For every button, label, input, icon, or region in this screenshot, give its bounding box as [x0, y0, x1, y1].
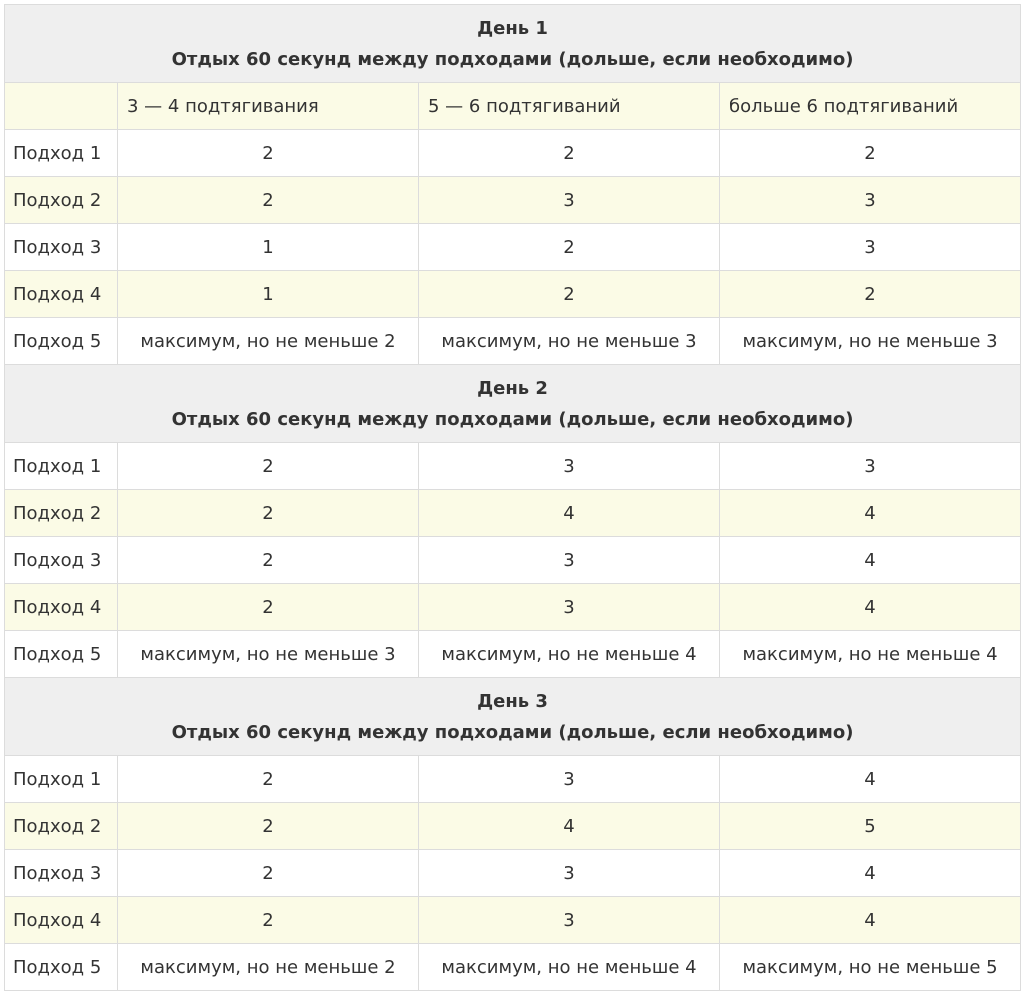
table-row	[5, 944, 1021, 991]
set-label: Подход 1	[5, 130, 118, 177]
table-row	[5, 897, 1021, 944]
set-label: Подход 3	[5, 537, 118, 584]
set-label: Подход 4	[5, 584, 118, 631]
table-cell: 4	[419, 803, 720, 850]
table-row	[5, 271, 1021, 318]
table-cell: 3	[419, 584, 720, 631]
table-body	[5, 5, 1021, 991]
table-cell: максимум, но не меньше 5	[720, 944, 1021, 991]
set-label: Подход 2	[5, 803, 118, 850]
table-cell: 3	[419, 897, 720, 944]
table-cell: 5	[720, 803, 1021, 850]
table-cell: 1	[118, 271, 419, 318]
day-header-cell	[5, 678, 1021, 756]
set-label: Подход 4	[5, 897, 118, 944]
table-cell: 4	[720, 584, 1021, 631]
set-label: Подход 3	[5, 850, 118, 897]
day-title: День 1	[477, 17, 548, 39]
table-cell: 2	[419, 271, 720, 318]
table-cell: 3	[419, 177, 720, 224]
table-cell: 4	[419, 490, 720, 537]
table-cell: 4	[720, 897, 1021, 944]
set-label: Подход 1	[5, 756, 118, 803]
column-header-1: 3 — 4 подтягивания	[118, 83, 419, 130]
set-label: Подход 4	[5, 271, 118, 318]
column-header-3: больше 6 подтягиваний	[720, 83, 1021, 130]
table-cell: 2	[118, 490, 419, 537]
table-cell: 2	[118, 756, 419, 803]
table-cell: максимум, но не меньше 2	[118, 318, 419, 365]
table-cell: 2	[720, 271, 1021, 318]
table-cell: максимум, но не меньше 3	[419, 318, 720, 365]
table-cell: 2	[118, 897, 419, 944]
set-label: Подход 1	[5, 443, 118, 490]
table-cell: максимум, но не меньше 2	[118, 944, 419, 991]
table-cell: 2	[118, 803, 419, 850]
column-header-2: 5 — 6 подтягиваний	[419, 83, 720, 130]
table-cell: 2	[118, 850, 419, 897]
table-cell: 2	[118, 443, 419, 490]
table-row	[5, 537, 1021, 584]
table-cell: 2	[118, 177, 419, 224]
set-label: Подход 3	[5, 224, 118, 271]
table-cell: максимум, но не меньше 3	[720, 318, 1021, 365]
table-row	[5, 490, 1021, 537]
table-cell: максимум, но не меньше 4	[720, 631, 1021, 678]
set-label: Подход 2	[5, 490, 118, 537]
table-row	[5, 584, 1021, 631]
table-cell: 3	[419, 756, 720, 803]
table-cell: 3	[720, 177, 1021, 224]
day-title: День 2	[477, 377, 548, 399]
table-cell: 2	[720, 130, 1021, 177]
workout-table	[4, 4, 1021, 991]
day-title: День 3	[477, 690, 548, 712]
table-cell: 3	[419, 537, 720, 584]
table-cell: максимум, но не меньше 4	[419, 944, 720, 991]
table-cell: 2	[118, 584, 419, 631]
table-row	[5, 130, 1021, 177]
set-label: Подход 5	[5, 318, 118, 365]
day-header-cell	[5, 5, 1021, 83]
set-label: Подход 5	[5, 944, 118, 991]
column-header-0	[5, 83, 118, 130]
table-row	[5, 224, 1021, 271]
table-cell: максимум, но не меньше 3	[118, 631, 419, 678]
table-row	[5, 850, 1021, 897]
rest-note: Отдых 60 секунд между подходами (дольше, если необходимо)	[171, 48, 854, 70]
table-cell: максимум, но не меньше 4	[419, 631, 720, 678]
table-row	[5, 803, 1021, 850]
table-cell: 3	[419, 850, 720, 897]
column-header-row	[5, 83, 1021, 130]
day-header-row	[5, 5, 1021, 83]
table-cell: 2	[118, 537, 419, 584]
table-cell: 2	[118, 130, 419, 177]
table-row	[5, 318, 1021, 365]
table-row	[5, 443, 1021, 490]
table-cell: 2	[419, 130, 720, 177]
table-cell: 3	[720, 443, 1021, 490]
table-cell: 4	[720, 490, 1021, 537]
day-header-row	[5, 365, 1021, 443]
rest-note: Отдых 60 секунд между подходами (дольше, если необходимо)	[171, 408, 854, 430]
table-cell: 3	[720, 224, 1021, 271]
table-row	[5, 756, 1021, 803]
table-cell: 2	[419, 224, 720, 271]
table-cell: 3	[419, 443, 720, 490]
day-header-row	[5, 678, 1021, 756]
set-label: Подход 2	[5, 177, 118, 224]
table-cell: 4	[720, 850, 1021, 897]
table-row	[5, 631, 1021, 678]
table-row	[5, 177, 1021, 224]
table-cell: 4	[720, 756, 1021, 803]
set-label: Подход 5	[5, 631, 118, 678]
rest-note: Отдых 60 секунд между подходами (дольше, если необходимо)	[171, 721, 854, 743]
table-cell: 4	[720, 537, 1021, 584]
day-header-cell	[5, 365, 1021, 443]
table-cell: 1	[118, 224, 419, 271]
